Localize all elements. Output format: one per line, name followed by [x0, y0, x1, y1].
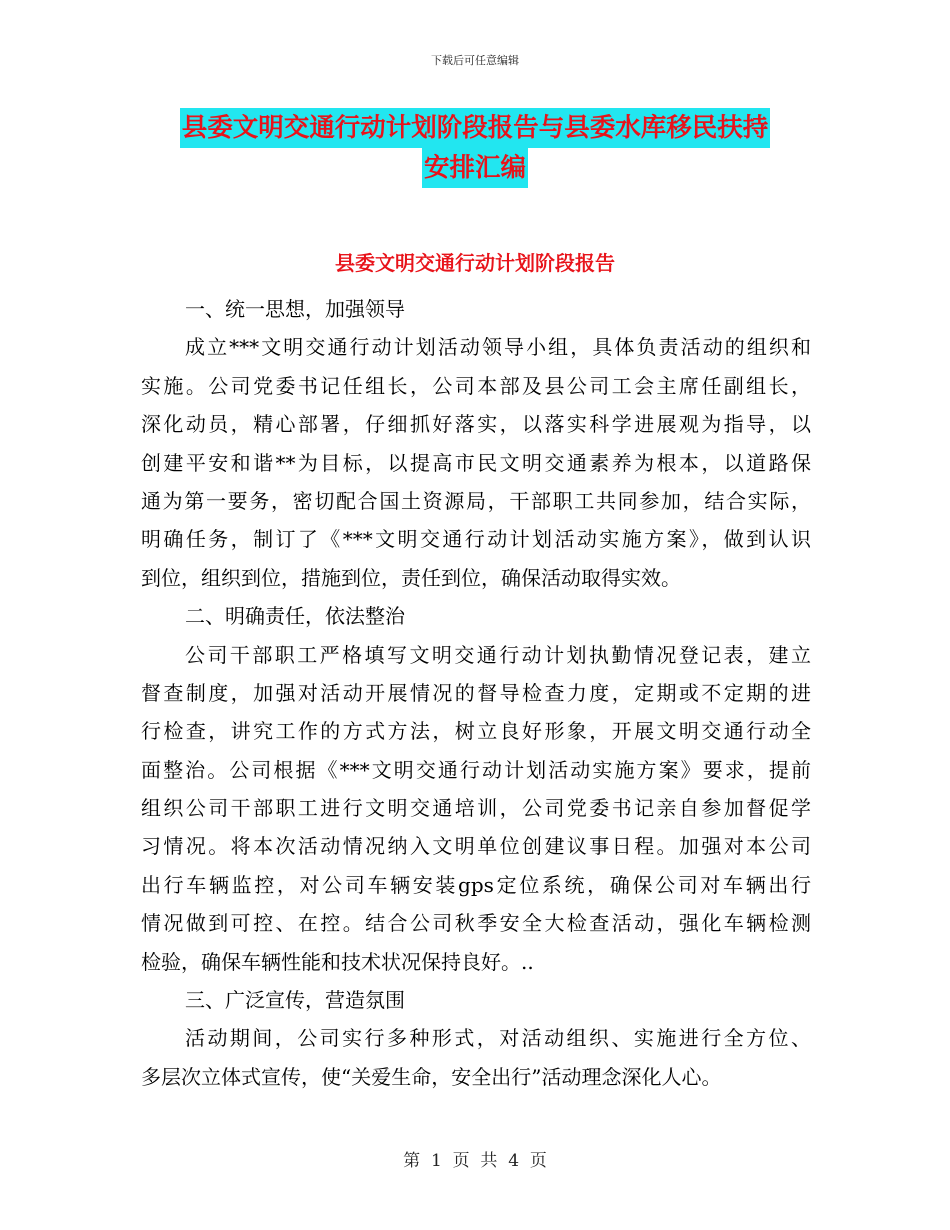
document-title-line-2: 安排汇编: [422, 148, 528, 188]
paragraph-line: 到位，组织到位，措施到位，责任到位，确保活动取得实效。: [141, 565, 681, 590]
paragraph-line: 行检查，讲究工作的方式方法，树立良好形象，开展文明交通行动全: [141, 719, 811, 744]
paragraph-line: 检验，确保车辆性能和技术状况保持良好。..: [141, 949, 534, 974]
paragraph-line: 实施。公司党委书记任组长，公司本部及县公司工会主席任副组长，: [141, 373, 811, 398]
paragraph-line: 活动期间，公司实行多种形式，对活动组织、实施进行全方位、: [185, 1026, 811, 1051]
document-title-line-1: 县委文明交通行动计划阶段报告与县委水库移民扶持: [180, 108, 771, 148]
paragraph-line: 习情况。将本次活动情况纳入文明单位创建议事日程。加强对本公司: [141, 834, 811, 859]
paragraph-line: 深化动员，精心部署，仔细抓好落实，以落实科学进展观为指导，以: [141, 412, 811, 437]
page-number-footer: 第 1 页 共 4 页: [403, 1151, 547, 1171]
section-heading-3: 三、广泛宣传，营造氛围: [185, 988, 405, 1013]
body-text: [141, 290, 811, 1096]
paragraph-line: 多层次立体式宣传，使“关爱生命，安全出行”活动理念深化人心。: [141, 1064, 722, 1089]
paragraph-line: 情况做到可控、在控。结合公司秋季安全大检查活动，强化车辆检测: [141, 911, 811, 936]
paragraph-line: 组织公司干部职工进行文明交通培训，公司党委书记亲自参加督促学: [141, 796, 811, 821]
page-header-note: 下载后可任意编辑: [431, 54, 519, 67]
paragraph-line: 公司干部职工严格填写文明交通行动计划执勤情况登记表，建立: [185, 642, 811, 667]
document-title: [140, 108, 810, 188]
paragraph-line: 督查制度，加强对活动开展情况的督导检查力度，定期或不定期的进: [141, 680, 811, 705]
section-title: 县委文明交通行动计划阶段报告: [335, 251, 615, 275]
paragraph-line: 创建平安和谐**为目标，以提高市民文明交通素养为根本，以道路保: [141, 450, 811, 475]
section-heading-1: 一、统一思想，加强领导: [185, 297, 405, 321]
paragraph-line: 成立***文明交通行动计划活动领导小组，具体负责活动的组织和: [185, 335, 811, 360]
section-heading-2: 二、明确责任，依法整治: [185, 604, 405, 629]
paragraph-line: 面整治。公司根据《***文明交通行动计划活动实施方案》要求，提前: [141, 757, 811, 782]
paragraph-line: 通为第一要务，密切配合国土资源局，干部职工共同参加，结合实际，: [141, 488, 811, 513]
paragraph-line: 出行车辆监控，对公司车辆安装gps定位系统，确保公司对车辆出行: [141, 872, 811, 897]
paragraph-line: 明确任务，制订了《***文明交通行动计划活动实施方案》，做到认识: [141, 527, 811, 552]
